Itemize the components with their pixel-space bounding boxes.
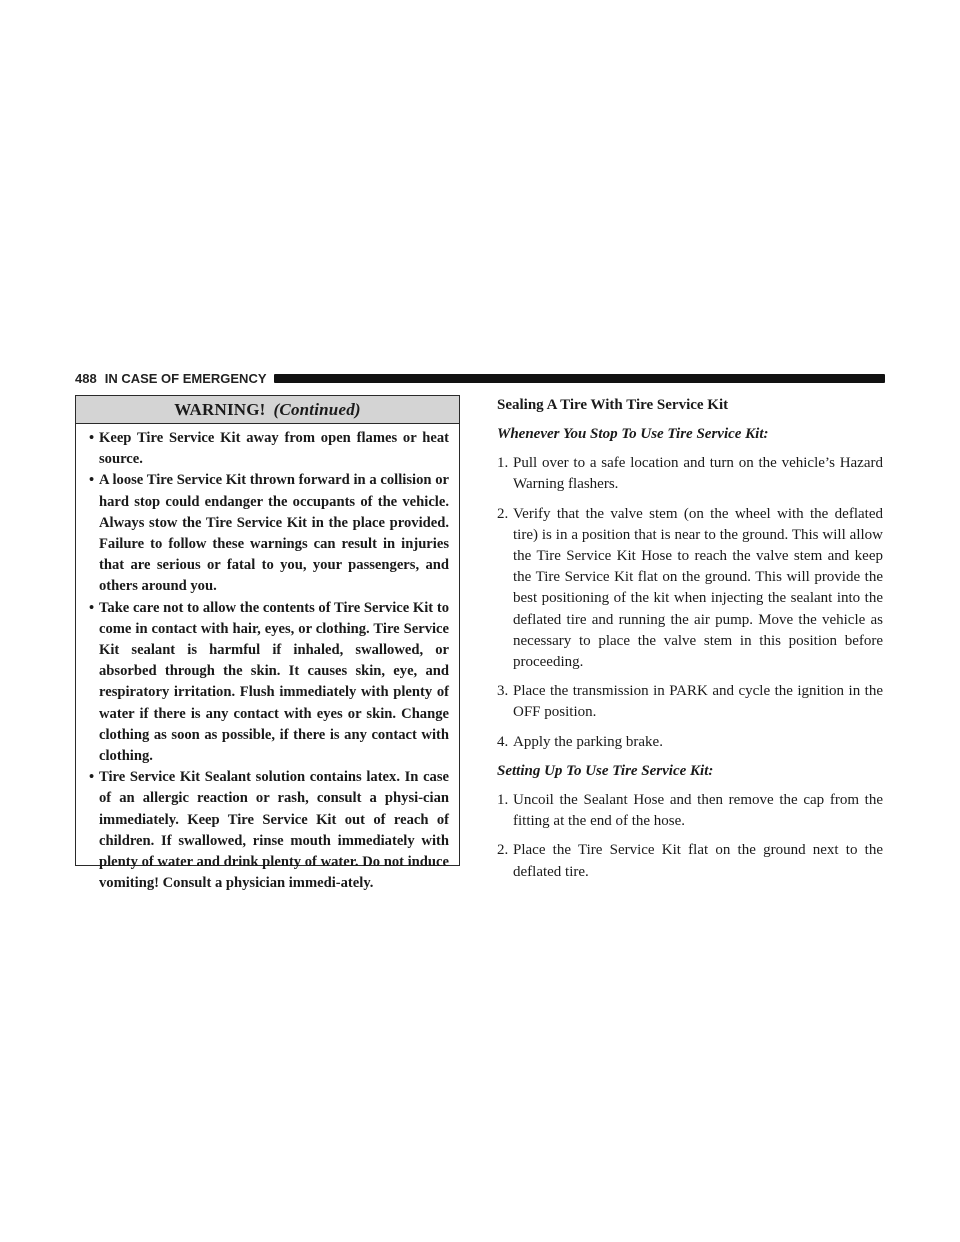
- bullet-icon: •: [89, 769, 95, 786]
- header-rule: [274, 374, 886, 383]
- instructions-column: [497, 395, 883, 891]
- step-text: Uncoil the Sealant Hose and then remove the cap from the fitting at the end of the hose.: [513, 792, 883, 830]
- warning-title: WARNING!: [174, 399, 266, 419]
- subheading-stop: Whenever You Stop To Use Tire Service Kit:: [497, 426, 769, 442]
- step-item: [497, 681, 883, 723]
- warning-box: [75, 395, 460, 892]
- step-text: Place the Tire Service Kit flat on the ground next to the deflated tire.: [513, 842, 883, 880]
- step-item: [497, 840, 883, 882]
- steps-setup: [497, 790, 883, 883]
- step-number: 4.: [497, 733, 509, 750]
- bullet-icon: •: [89, 430, 95, 446]
- step-item: [497, 790, 883, 832]
- warning-item: [89, 598, 449, 768]
- warning-item-text: Keep Tire Service Kit away from open flames or heat source.: [99, 430, 449, 468]
- step-item: [497, 453, 883, 495]
- warning-item-text: Tire Service Kit Sealant solution contains latex. In case of an allergic reaction or rash, consult a physi-cian immediately. Keep Tire Service Kit out of reach of children. If swallowed, rinse mouth immediately with plenty of water and drink plenty of water. Do not induce vomiting! Consult a physician immedi-ately.: [99, 769, 449, 892]
- warning-header: [76, 396, 459, 424]
- step-number: 1.: [497, 455, 509, 472]
- warning-item: [89, 428, 449, 470]
- warning-item-text: A loose Tire Service Kit thrown forward in a collision or hard stop could endanger the occupants of the vehicle. Always stow the Tire Service Kit in the place provided. Failure to follow these warnings can result in injuries that are serious or fatal to you, your passengers, and others around you.: [99, 472, 449, 595]
- warning-list: [76, 424, 459, 894]
- step-number: 2.: [497, 505, 509, 522]
- steps-stop: [497, 453, 883, 753]
- step-text: Verify that the valve stem (on the wheel with the deflated tire) is in a position that is near to the ground. This will allow the Tire Service Kit Hose to reach the valve stem and keep the Tire Service Kit flat on the ground. This will provide the best positioning of the kit when injecting the sealant into the deflated tire and running the air pump. Move the vehicle as necessary to place the valve stem in this position before proceeding.: [513, 505, 883, 671]
- section-title: IN CASE OF EMERGENCY: [104, 370, 267, 386]
- step-text: Pull over to a safe location and turn on the vehicle’s Hazard Warning flashers.: [513, 455, 883, 493]
- warning-continued: (Continued): [273, 399, 361, 419]
- bullet-icon: •: [89, 472, 95, 489]
- step-number: 2.: [497, 842, 509, 859]
- warning-item: [89, 767, 449, 894]
- step-text: Apply the parking brake.: [513, 733, 663, 750]
- step-text: Place the transmission in PARK and cycle the ignition in the OFF position.: [513, 683, 883, 721]
- page-number: 488: [75, 370, 97, 386]
- section-heading: Sealing A Tire With Tire Service Kit: [497, 397, 729, 413]
- step-number: 3.: [497, 683, 509, 700]
- step-number: 1.: [497, 792, 509, 809]
- step-item: [497, 732, 883, 753]
- step-item: [497, 504, 883, 674]
- warning-item-text: Take care not to allow the contents of Tire Service Kit to come in contact with hair, eyes, or clothing. Tire Service Kit sealant is harmful if inhaled, swallowed, or absorbed through the skin. It causes skin, eye, and respiratory irritation. Flush immediately with plenty of water if there is any contact with eyes or skin. Change clothing as soon as possible, if there is any contact with clothing.: [99, 599, 449, 765]
- bullet-icon: •: [89, 599, 95, 616]
- page-header: [75, 370, 885, 386]
- subheading-setup: Setting Up To Use Tire Service Kit:: [497, 762, 714, 779]
- warning-item: [89, 470, 449, 597]
